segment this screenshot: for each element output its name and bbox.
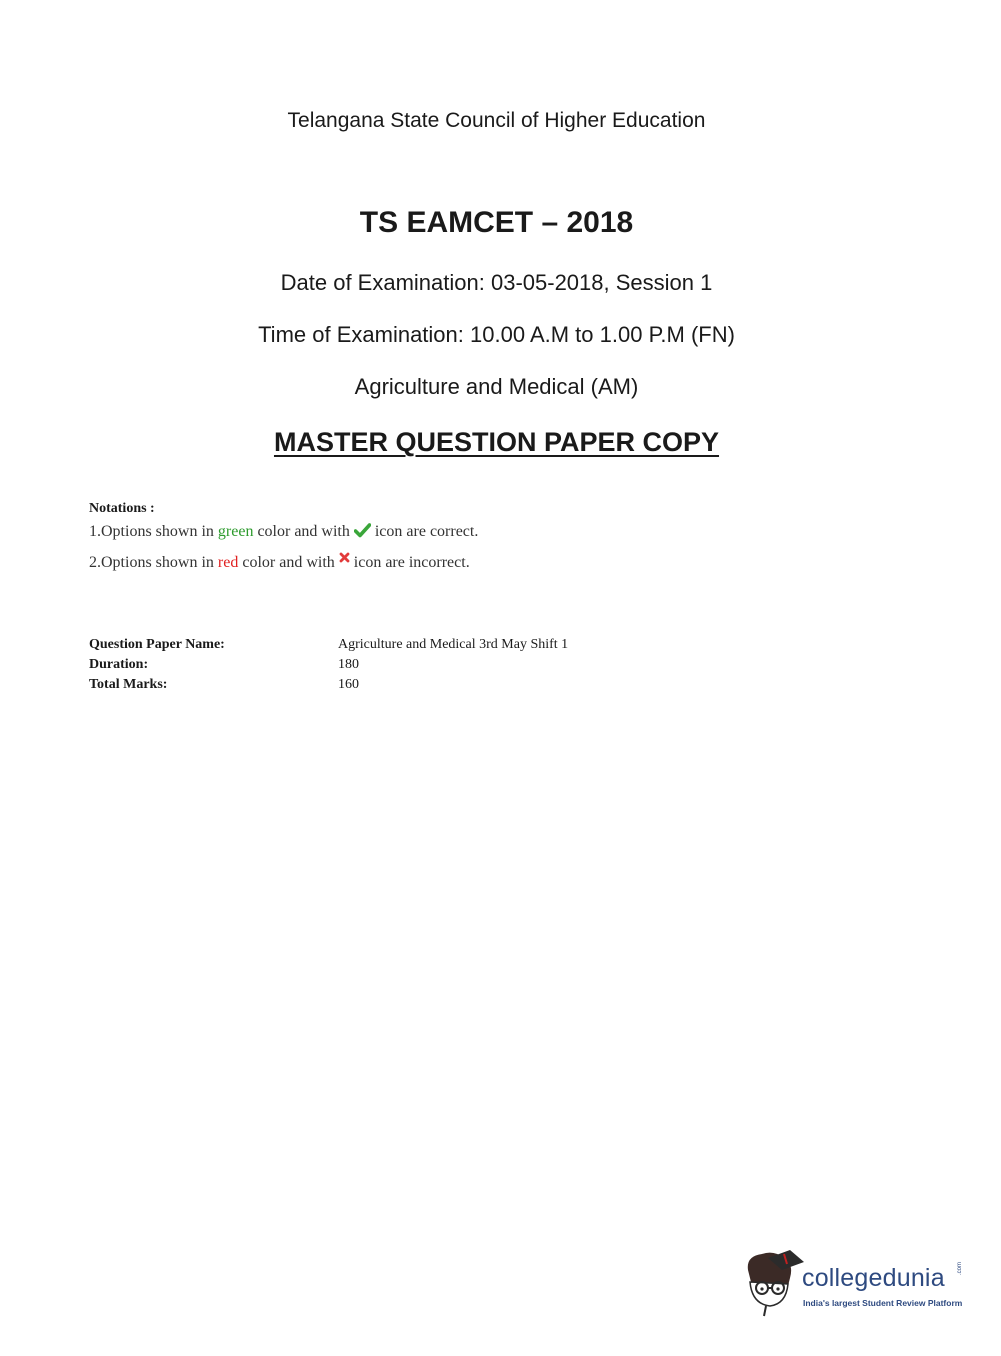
green-word: green [217, 523, 254, 540]
brand-name: collegedunia [802, 1264, 945, 1292]
notation-incorrect [89, 550, 470, 572]
check-icon [354, 523, 371, 543]
brand-suffix: .com [957, 1261, 963, 1275]
total-marks-value: 160 [338, 677, 359, 692]
council-name: Telangana State Council of Higher Education [287, 109, 706, 132]
duration-label: Duration: [89, 657, 149, 672]
notations-heading: Notations : [89, 501, 155, 516]
total-marks-label: Total Marks: [89, 677, 168, 692]
cross-icon [339, 550, 350, 568]
master-copy-heading [0, 427, 993, 458]
exam-date: Date of Examination: 03-05-2018, Session 1 [280, 270, 713, 295]
notation-correct-suffix: icon are correct. [374, 523, 479, 540]
exam-stream: Agriculture and Medical (AM) [354, 374, 639, 399]
master-copy-text: MASTER QUESTION PAPER COPY [273, 427, 720, 457]
exam-time: Time of Examination: 10.00 A.M to 1.00 P.M (FN) [258, 322, 735, 347]
notation-incorrect-prefix: 2.Options shown in [89, 554, 214, 571]
notation-correct-prefix: 1.Options shown in [89, 523, 214, 540]
notation-incorrect-middle: color and with [242, 554, 335, 571]
notation-correct-middle: color and with [257, 523, 350, 540]
notation-incorrect-suffix: icon are incorrect. [353, 554, 470, 571]
exam-title: TS EAMCET – 2018 [359, 206, 634, 239]
paper-name-value: Agriculture and Medical 3rd May Shift 1 [338, 637, 569, 652]
paper-name-label: Question Paper Name: [89, 637, 225, 652]
red-word: red [217, 554, 239, 571]
duration-value: 180 [338, 657, 359, 672]
notation-correct [89, 523, 478, 543]
brand-tagline: India's largest Student Review Platform [803, 1298, 963, 1308]
